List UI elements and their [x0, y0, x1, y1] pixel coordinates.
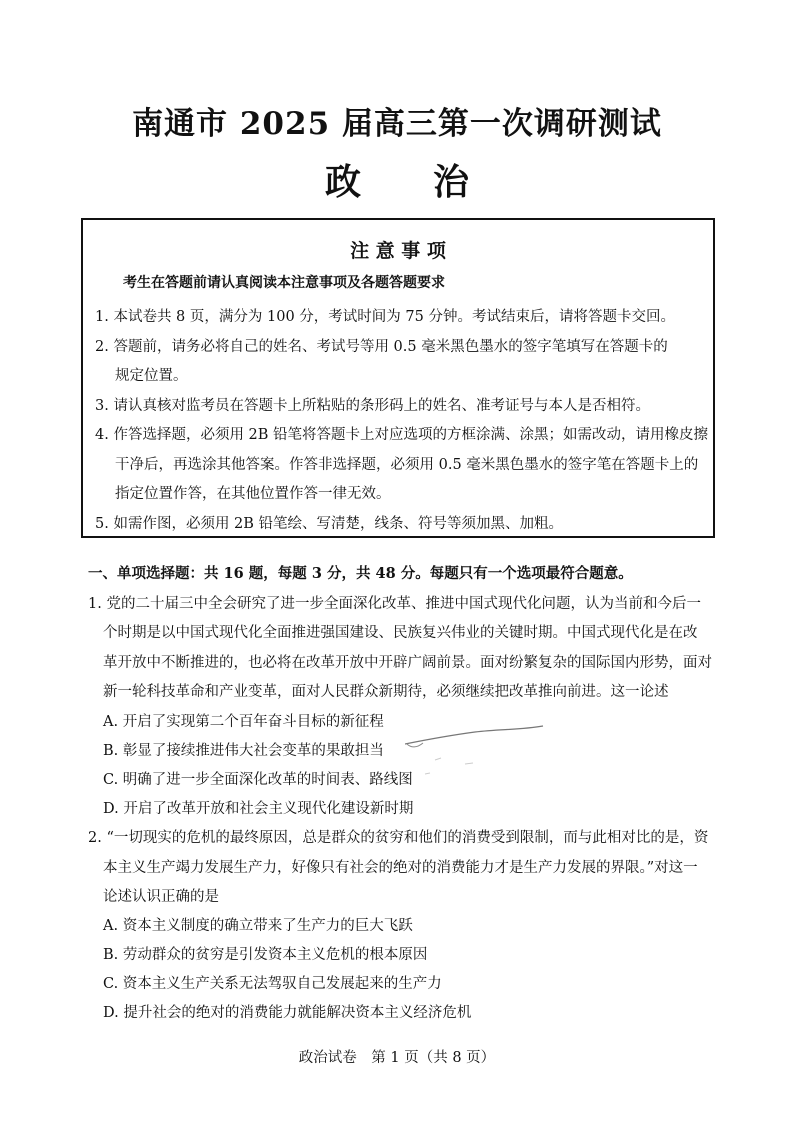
exam-title: 南通市 2025 届高三第一次调研测试	[132, 106, 662, 142]
question-2-option-a: A. 资本主义制度的确立带来了生产力的巨大飞跃	[103, 918, 413, 934]
question-1-option-c: C. 明确了进一步全面深化改革的时间表、路线图	[103, 772, 413, 788]
subject-title: 政 治	[324, 161, 469, 203]
question-1-option-a: A. 开启了实现第二个百年奋斗目标的新征程	[103, 714, 384, 730]
notice-line: 3. 请认真核对监考员在答题卡上所粘贴的条形码上的姓名、准考证号与本人是否相符。	[95, 398, 650, 414]
question-1-stem-line: 新一轮科技革命和产业变革，面对人民群众新期待，必须继续把改革推向前进。这一论述	[103, 684, 669, 700]
question-1-stem-line: 革开放中不断推进的，也必将在改革开放中开辟广阔前景。面对纷繁复杂的国际国内形势，面对	[103, 655, 712, 671]
question-2-option-d: D. 提升社会的绝对的消费能力就能解决资本主义经济危机	[103, 1005, 472, 1021]
question-2-option-c: C. 资本主义生产关系无法驾驭自己发展起来的生产力	[103, 976, 442, 992]
question-1-stem-line: 个时期是以中国式现代化全面推进强国建设、民族复兴伟业的关键时期。中国式现代化是在改	[103, 625, 698, 641]
question-2-stem-line: 本主义生产竭力发展生产力，好像只有社会的绝对的消费能力才是生产力发展的界限。”对这一	[103, 860, 698, 876]
section-heading: 一、单项选择题：共 16 题，每题 3 分，共 48 分。每题只有一个选项最符合题意。	[88, 565, 633, 582]
notice-line: 5. 如需作图，必须用 2B 铅笔绘、写清楚，线条、符号等须加黑、加粗。	[95, 516, 564, 532]
question-2-option-b: B. 劳动群众的贫穷是引发资本主义危机的根本原因	[103, 947, 428, 963]
notice-subtitle: 考生在答题前请认真阅读本注意事项及各题答题要求	[123, 275, 445, 291]
pen-mark-scribble	[405, 720, 545, 780]
notice-title: 注 意 事 项	[350, 240, 446, 262]
question-1-option-b: B. 彰显了接续推进伟大社会变革的果敢担当	[103, 743, 384, 759]
notice-line: 1. 本试卷共 8 页，满分为 100 分，考试时间为 75 分钟。考试结束后，请将答题卡交回。	[95, 309, 675, 325]
question-1-stem-line: 1. 党的二十届三中全会研究了进一步全面深化改革、推进中国式现代化问题，认为当前和今后一	[88, 596, 701, 612]
notice-line: 干净后，再选涂其他答案。作答非选择题，必须用 0.5 毫米黑色墨水的签字笔在答题卡上的	[115, 457, 699, 473]
notice-line: 指定位置作答，在其他位置作答一律无效。	[115, 486, 391, 502]
question-1-option-d: D. 开启了改革开放和社会主义现代化建设新时期	[103, 801, 414, 817]
notice-line: 2. 答题前，请务必将自己的姓名、考试号等用 0.5 毫米黑色墨水的签字笔填写在答题卡的	[95, 339, 668, 355]
page-footer: 政治试卷 第 1 页（共 8 页）	[298, 1050, 496, 1066]
question-2-stem-line: 论述认识正确的是	[103, 889, 219, 905]
notice-line: 4. 作答选择题，必须用 2B 铅笔将答题卡上对应选项的方框涂满、涂黑；如需改动，请用橡皮擦	[95, 427, 709, 443]
notice-line: 规定位置。	[115, 368, 188, 384]
question-2-stem-line: 2. “一切现实的危机的最终原因，总是群众的贫穷和他们的消费受到限制，而与此相对比的是，资	[88, 830, 709, 846]
notice-box	[81, 218, 715, 538]
